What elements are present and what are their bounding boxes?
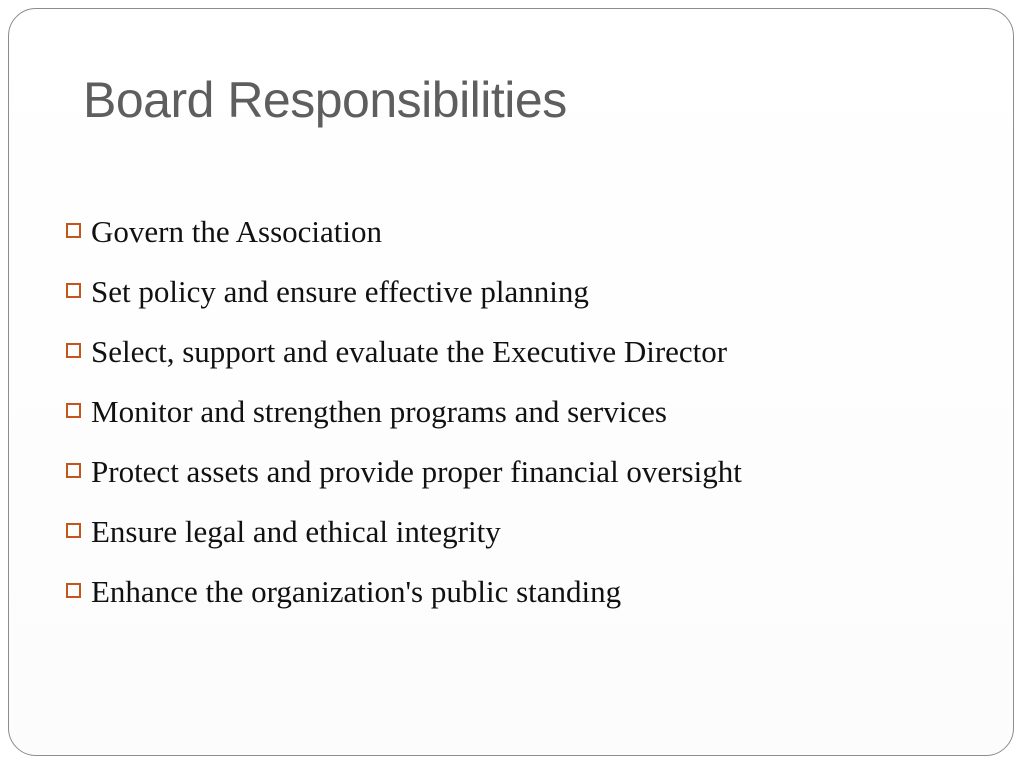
bullet-text: Monitor and strengthen programs and services: [91, 394, 667, 429]
slide-frame: [8, 8, 1014, 756]
hollow-square-icon: [66, 583, 81, 598]
bullet-text: Select, support and evaluate the Executive Director: [91, 334, 728, 369]
bullet-text: Protect assets and provide proper financial oversight: [91, 454, 742, 489]
slide-title: Board Responsibilities: [83, 72, 567, 128]
hollow-square-icon: [66, 463, 81, 478]
bullet-text: Set policy and ensure effective planning: [91, 274, 589, 309]
hollow-square-icon: [66, 223, 81, 238]
list-item: [66, 562, 742, 622]
bullet-text: Govern the Association: [91, 214, 383, 249]
list-item: [66, 502, 742, 562]
list-item: [66, 202, 742, 262]
bullet-list: [66, 202, 742, 622]
list-item: [66, 322, 742, 382]
list-item: [66, 262, 742, 322]
hollow-square-icon: [66, 283, 81, 298]
bullet-text: Ensure legal and ethical integrity: [91, 514, 501, 549]
hollow-square-icon: [66, 523, 81, 538]
hollow-square-icon: [66, 343, 81, 358]
list-item: [66, 382, 742, 442]
bullet-text: Enhance the organization's public standing: [91, 574, 622, 609]
list-item: [66, 442, 742, 502]
hollow-square-icon: [66, 403, 81, 418]
